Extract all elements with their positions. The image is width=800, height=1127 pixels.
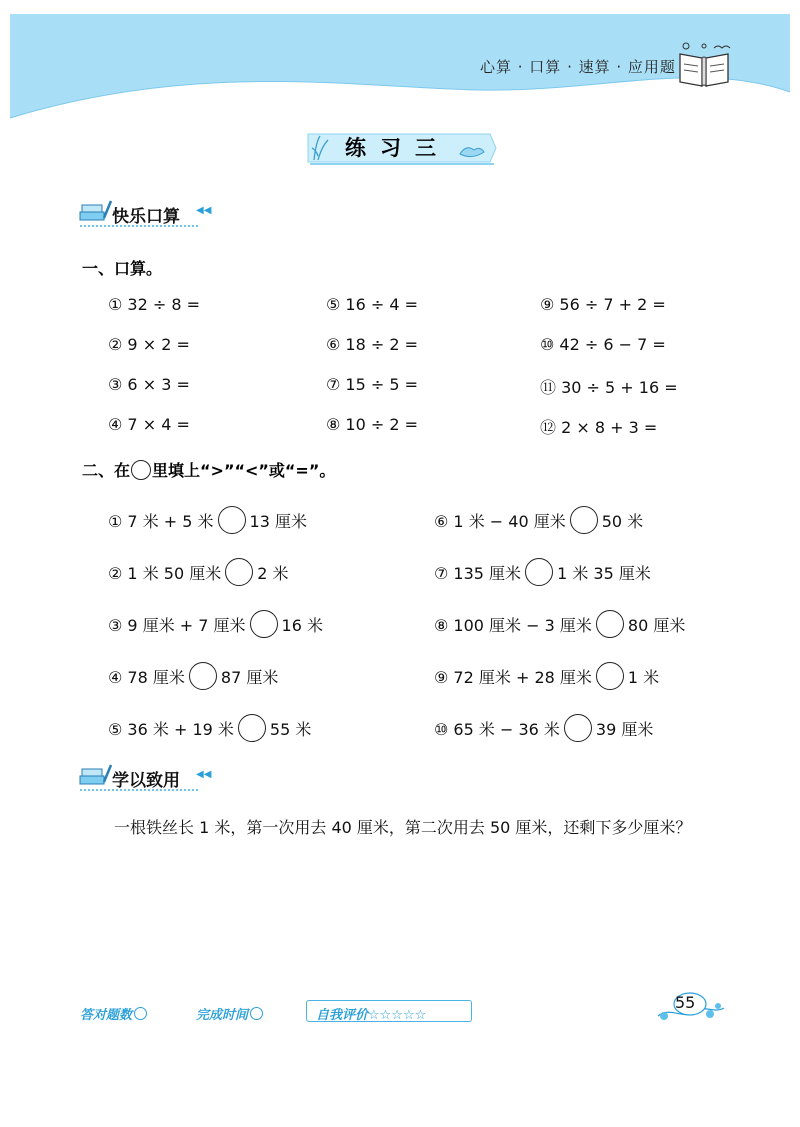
q2-item-1-right: 13 厘米	[249, 511, 307, 531]
answer-circle-1[interactable]	[218, 506, 246, 534]
answer-circle-8[interactable]	[596, 610, 624, 638]
answer-circle-9[interactable]	[596, 662, 624, 690]
self-evaluation-label: 自我评价☆☆☆☆☆	[316, 1008, 427, 1023]
q1-item-7: ⑦ 15 ÷ 5 =	[326, 375, 419, 394]
open-book-icon	[676, 40, 732, 90]
q1-item-1: ① 32 ÷ 8 =	[108, 295, 201, 314]
books-pencil-icon	[78, 198, 114, 224]
q2-item-10-left: ⑩ 65 米 − 36 米	[434, 719, 560, 739]
q2-item-4	[108, 662, 278, 690]
q2-heading	[82, 458, 335, 481]
q2-item-7	[434, 558, 651, 586]
q2-item-2-right: 2 米	[257, 563, 289, 583]
section-heading-apply-learning: 学以致用	[112, 771, 180, 791]
q2-item-6	[434, 506, 643, 534]
word-problem: 一根铁丝长 1 米，第一次用去 40 厘米，第二次用去 50 厘米，还剩下多少厘米？	[114, 818, 692, 837]
correct-count-label: 答对题数	[80, 1008, 133, 1023]
answer-circle-7[interactable]	[525, 558, 553, 586]
q1-item-4: ④ 7 × 4 =	[108, 415, 190, 434]
q1-item-3: ③ 6 × 3 =	[108, 375, 190, 394]
page-title: 练习三	[345, 136, 450, 160]
q2-item-8-left: ⑧ 100 厘米 − 3 厘米	[434, 615, 592, 635]
q2-item-7-right: 1 米 35 厘米	[557, 563, 651, 583]
q2-item-4-right: 87 厘米	[220, 667, 279, 687]
completion-time-field	[196, 1004, 263, 1023]
smiley-icon	[134, 1007, 147, 1020]
answer-circle-6[interactable]	[570, 506, 598, 534]
q2-item-6-right: 50 米	[601, 511, 644, 531]
q2-item-7-left: ⑦ 135 厘米	[434, 563, 522, 583]
q2-item-3	[108, 610, 323, 638]
q2-item-10	[434, 714, 653, 742]
correct-count-field	[80, 1004, 147, 1023]
section-underline-2	[80, 789, 198, 791]
header-tagline: 心算 · 口算 · 速算 · 应用题	[480, 58, 676, 76]
q1-item-6: ⑥ 18 ÷ 2 =	[326, 335, 419, 354]
q1-item-11: ⑪ 30 ÷ 5 + 16 =	[540, 378, 678, 397]
page-number: 55	[675, 993, 696, 1012]
section-underline	[80, 225, 198, 227]
q1-heading: 一、口算。	[82, 259, 163, 278]
q2-item-9-right: 1 米	[627, 667, 660, 687]
q2-item-2	[108, 558, 289, 586]
q2-heading-suffix: 里填上“>”“<”或“=”。	[152, 461, 336, 480]
q2-item-10-right: 39 厘米	[595, 719, 654, 739]
q1-item-10: ⑩ 42 ÷ 6 − 7 =	[540, 335, 666, 354]
double-arrow-icon: ◀◀	[196, 205, 212, 216]
q2-item-1-left: ① 7 米 + 5 米	[108, 511, 214, 531]
answer-circle-2[interactable]	[225, 558, 253, 586]
q2-item-6-left: ⑥ 1 米 − 40 厘米	[434, 511, 566, 531]
q2-item-5-right: 55 米	[269, 719, 312, 739]
smiley-icon-2	[250, 1007, 263, 1020]
q1-item-5: ⑤ 16 ÷ 4 =	[326, 295, 419, 314]
answer-circle-5[interactable]	[238, 714, 266, 742]
q2-item-5-left: ⑤ 36 米 + 19 米	[108, 719, 234, 739]
answer-circle-3[interactable]	[250, 610, 278, 638]
q1-item-2: ② 9 × 2 =	[108, 335, 190, 354]
books-pencil-icon-2	[78, 762, 114, 788]
q2-item-1	[108, 506, 307, 534]
q2-item-8-right: 80 厘米	[627, 615, 686, 635]
q1-item-12: ⑫ 2 × 8 + 3 =	[540, 418, 658, 437]
q1-item-9: ⑨ 56 ÷ 7 + 2 =	[540, 295, 666, 314]
q2-item-5	[108, 714, 311, 742]
section-heading-happy-mental-math: 快乐口算	[112, 207, 180, 227]
completion-time-label: 完成时间	[196, 1008, 249, 1023]
answer-circle-4[interactable]	[189, 662, 217, 690]
q2-item-9	[434, 662, 659, 690]
answer-circle-10[interactable]	[564, 714, 592, 742]
q2-item-9-left: ⑨ 72 厘米 + 28 厘米	[434, 667, 592, 687]
q2-item-3-left: ③ 9 厘米 + 7 厘米	[108, 615, 246, 635]
double-arrow-icon-2: ◀◀	[196, 769, 212, 780]
q2-item-4-left: ④ 78 厘米	[108, 667, 185, 687]
q2-item-3-right: 16 米	[281, 615, 323, 635]
answer-circle-sample	[131, 460, 151, 480]
q1-item-8: ⑧ 10 ÷ 2 =	[326, 415, 419, 434]
q2-item-2-left: ② 1 米 50 厘米	[108, 563, 222, 583]
q2-item-8	[434, 610, 685, 638]
q2-heading-prefix: 二、在	[82, 461, 131, 480]
